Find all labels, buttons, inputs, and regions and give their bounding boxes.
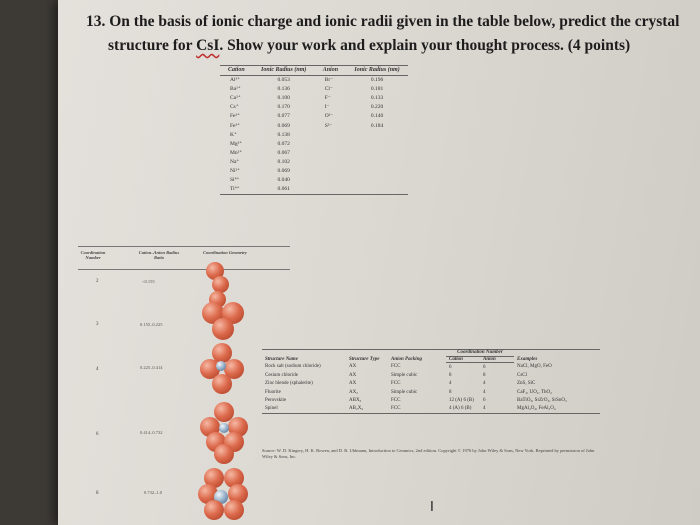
header-coordination-number: Coordination Number bbox=[446, 350, 514, 357]
ratio-value: 0.414–0.732 bbox=[140, 430, 163, 435]
anion-packing-cell: Simple cubic bbox=[391, 372, 418, 378]
anion-radius-cell: 0.220 bbox=[370, 104, 384, 111]
structure-name-cell: Spinel bbox=[262, 404, 346, 413]
structure-name-cell: Rock salt (sodium chloride) bbox=[265, 364, 321, 370]
anion-cell: S²⁻ bbox=[324, 122, 333, 129]
cation-cn-cell: 8 bbox=[449, 372, 452, 378]
cation-cell: Ca²⁺ bbox=[230, 95, 241, 102]
anion-radius-cell: 0.140 bbox=[370, 113, 384, 120]
radii-row bbox=[220, 139, 408, 148]
anion-cell bbox=[315, 139, 346, 148]
cation-radius-cell: 0.069 bbox=[277, 167, 290, 174]
cation-cn-cell: 4 bbox=[449, 381, 452, 387]
cation-cell: K⁺ bbox=[230, 131, 237, 138]
structure-type-cell: ABX₃ bbox=[349, 397, 362, 403]
structure-type-cell: AB₂X₄ bbox=[346, 404, 388, 413]
anion-radius-cell bbox=[346, 176, 408, 185]
header-coordination-number: Coordination Number bbox=[80, 250, 106, 260]
examples-cell: CaF₂, UO₂, ThO₂ bbox=[517, 389, 552, 395]
anion-radius-cell bbox=[346, 157, 408, 166]
structure-name-cell: Zinc blende (sphalerite) bbox=[265, 381, 313, 387]
structure-name-cell: Cesium chloride bbox=[265, 372, 298, 378]
anion-cn-cell: 4 bbox=[483, 381, 486, 387]
cation-radius-cell: 0.170 bbox=[277, 104, 290, 111]
ratio-value: <0.155 bbox=[142, 279, 155, 284]
cation-cn-cell: 8 bbox=[449, 389, 452, 395]
header-radius-ratio: Cation–Anion Radius Ratio bbox=[138, 250, 180, 260]
header-coordination-geometry: Coordination Geometry bbox=[203, 250, 247, 255]
radii-row bbox=[220, 148, 408, 157]
cation-cell: Mn²⁺ bbox=[230, 149, 243, 156]
radii-row bbox=[220, 185, 408, 195]
structure-type-cell: AX bbox=[349, 381, 357, 387]
anion-cn-cell: 6 bbox=[483, 397, 486, 403]
radii-row bbox=[220, 103, 408, 112]
radii-row bbox=[220, 157, 408, 166]
header-anion-packing: Anion Packing bbox=[388, 350, 446, 363]
examples-cell: NaCl, MgO, FeO bbox=[517, 364, 552, 370]
anion-packing-cell: FCC bbox=[388, 404, 446, 413]
examples-cell: MgAl₂O₄, FeAl₂O₄ bbox=[514, 404, 600, 413]
header-examples: Examples bbox=[514, 350, 600, 363]
cation-cell: Si⁴⁺ bbox=[230, 177, 240, 184]
structure-row bbox=[262, 363, 600, 372]
cation-cell: Al³⁺ bbox=[230, 77, 241, 84]
cation-radius-cell: 0.069 bbox=[277, 122, 290, 129]
ratio-value: 0.732–1.0 bbox=[144, 490, 162, 495]
anion-cell: Cl⁻ bbox=[324, 86, 333, 93]
cation-cell: Ni²⁺ bbox=[230, 167, 241, 174]
ionic-radii-table bbox=[220, 65, 408, 195]
crystal-structure-rows bbox=[262, 363, 600, 414]
cation-radius-cell: 0.100 bbox=[277, 95, 290, 102]
anion-radius-cell: 0.184 bbox=[370, 122, 384, 129]
structure-type-cell: AX bbox=[349, 372, 357, 378]
cation-radius-cell: 0.138 bbox=[277, 131, 290, 138]
cation-cell: Fe³⁺ bbox=[230, 122, 241, 129]
anion-cell bbox=[315, 185, 346, 195]
ratio-value: 0.225–0.414 bbox=[140, 365, 163, 370]
radii-row bbox=[220, 75, 408, 85]
anion-cell bbox=[315, 176, 346, 185]
cation-cell: Fe²⁺ bbox=[230, 113, 241, 120]
anion-radius-cell: 0.181 bbox=[370, 86, 384, 93]
cation-radius-cell: 0.072 bbox=[277, 140, 290, 147]
radii-row bbox=[220, 85, 408, 94]
anion-cn-cell: 8 bbox=[483, 372, 486, 378]
question-text bbox=[86, 10, 686, 58]
anion-cell: Br⁻ bbox=[324, 77, 334, 84]
anion-cell: I⁻ bbox=[324, 104, 330, 111]
formula-csi: CsI bbox=[196, 37, 220, 54]
header-structure-type: Structure Type bbox=[346, 350, 388, 363]
anion-packing-cell: FCC bbox=[391, 364, 401, 370]
cn-value: 6 bbox=[96, 432, 99, 437]
anion-radius-cell bbox=[346, 148, 408, 157]
structure-row bbox=[262, 404, 600, 413]
anion-radius-cell bbox=[346, 185, 408, 195]
cation-cell: Ba²⁺ bbox=[230, 86, 241, 93]
radii-row bbox=[220, 130, 408, 139]
anion-cell bbox=[315, 148, 346, 157]
cn-value: 8 bbox=[96, 491, 99, 496]
radii-row bbox=[220, 121, 408, 130]
header-structure-name: Structure Name bbox=[262, 350, 346, 363]
structure-row bbox=[262, 380, 600, 388]
header-cation-radius: Ionic Radius (nm) bbox=[253, 66, 315, 76]
structure-name-cell: Fluorite bbox=[265, 389, 281, 395]
anion-radius-cell bbox=[346, 130, 408, 139]
examples-cell: BaTiO₃, SrZrO₃, SrSnO₃ bbox=[517, 397, 567, 403]
structure-row bbox=[262, 371, 600, 379]
ratio-value: 0.155–0.225 bbox=[140, 322, 163, 327]
cn-value: 3 bbox=[96, 322, 99, 327]
examples-cell: CsCl bbox=[517, 372, 528, 378]
cation-radius-cell: 0.136 bbox=[277, 86, 290, 93]
cation-cell: Cs⁺ bbox=[230, 104, 239, 111]
radii-row bbox=[220, 94, 408, 103]
header-anion-radius: Ionic Radius (nm) bbox=[346, 66, 408, 76]
anion-cell: O²⁻ bbox=[324, 113, 334, 120]
anion-cell: F⁻ bbox=[324, 95, 331, 102]
structure-type-cell: AX bbox=[349, 364, 357, 370]
anion-cell bbox=[315, 166, 346, 175]
cation-cn-cell: 6 bbox=[449, 364, 452, 370]
cation-cell: Mg²⁺ bbox=[230, 140, 243, 147]
anion-cell bbox=[315, 157, 346, 166]
anion-cell bbox=[315, 130, 346, 139]
cn-value: 4 bbox=[96, 367, 99, 372]
cation-cn-cell: 12 (A) 6 (B) bbox=[449, 397, 474, 403]
cation-radius-cell: 0.040 bbox=[277, 177, 290, 184]
structure-row bbox=[262, 396, 600, 404]
anion-cn-cell: 4 bbox=[483, 389, 486, 395]
anion-cn-cell: 6 bbox=[483, 364, 486, 370]
anion-packing-cell: FCC bbox=[391, 381, 401, 387]
anion-radius-cell: 0.196 bbox=[370, 77, 384, 84]
source-citation: Source: W. D. Kingery, H. K. Bowen, and D. R. Uhlmann, Introduction to Ceramics, 2nd edition. Copyright © 1976 by John Wiley & Sons, New York. Reprinted by permission of John Wiley & Sons, Inc. bbox=[262, 448, 595, 459]
cation-radius-cell: 0.102 bbox=[277, 158, 290, 165]
cation-cell: Ti⁴⁺ bbox=[220, 185, 253, 195]
anion-packing-cell: Simple cubic bbox=[391, 389, 418, 395]
crystal-structure-table bbox=[262, 349, 600, 414]
cation-cell: Na⁺ bbox=[230, 158, 240, 165]
anion-packing-cell: FCC bbox=[391, 397, 401, 403]
examples-cell: ZnS, SiC bbox=[517, 381, 536, 387]
anion-radius-cell bbox=[346, 166, 408, 175]
header-cn-anion: Anion bbox=[480, 356, 514, 363]
header-cn-cation: Cation bbox=[446, 356, 480, 363]
question-line-1: 13. On the basis of ionic charge and ionic radii given in the table below, predict the crystal bbox=[86, 13, 680, 30]
cation-radius-cell: 0.067 bbox=[277, 149, 290, 156]
cn-value: 2 bbox=[96, 279, 99, 284]
coordination-header bbox=[78, 246, 290, 270]
anion-radius-cell bbox=[346, 139, 408, 148]
structure-row bbox=[262, 388, 600, 396]
cation-radius-cell: 0.061 bbox=[253, 185, 315, 195]
radii-row bbox=[220, 112, 408, 121]
anion-radius-cell: 0.133 bbox=[370, 95, 384, 102]
ionic-radii-rows bbox=[220, 75, 408, 194]
structure-name-cell: Perovskite bbox=[265, 397, 287, 403]
header-anion: Anion bbox=[315, 66, 346, 76]
radii-row bbox=[220, 176, 408, 185]
header-cation: Cation bbox=[220, 66, 253, 76]
anion-cn-cell: 4 bbox=[480, 404, 514, 413]
text-cursor-icon: I bbox=[430, 500, 434, 515]
cation-radius-cell: 0.053 bbox=[277, 77, 290, 84]
cation-radius-cell: 0.077 bbox=[277, 113, 290, 120]
cation-cn-cell: 4 (A) 6 (B) bbox=[446, 404, 480, 413]
question-line-2: structure for CsI. Show your work and explain your thought process. (4 points) bbox=[108, 37, 631, 54]
structure-type-cell: AX₂ bbox=[349, 389, 358, 395]
radii-row bbox=[220, 166, 408, 175]
